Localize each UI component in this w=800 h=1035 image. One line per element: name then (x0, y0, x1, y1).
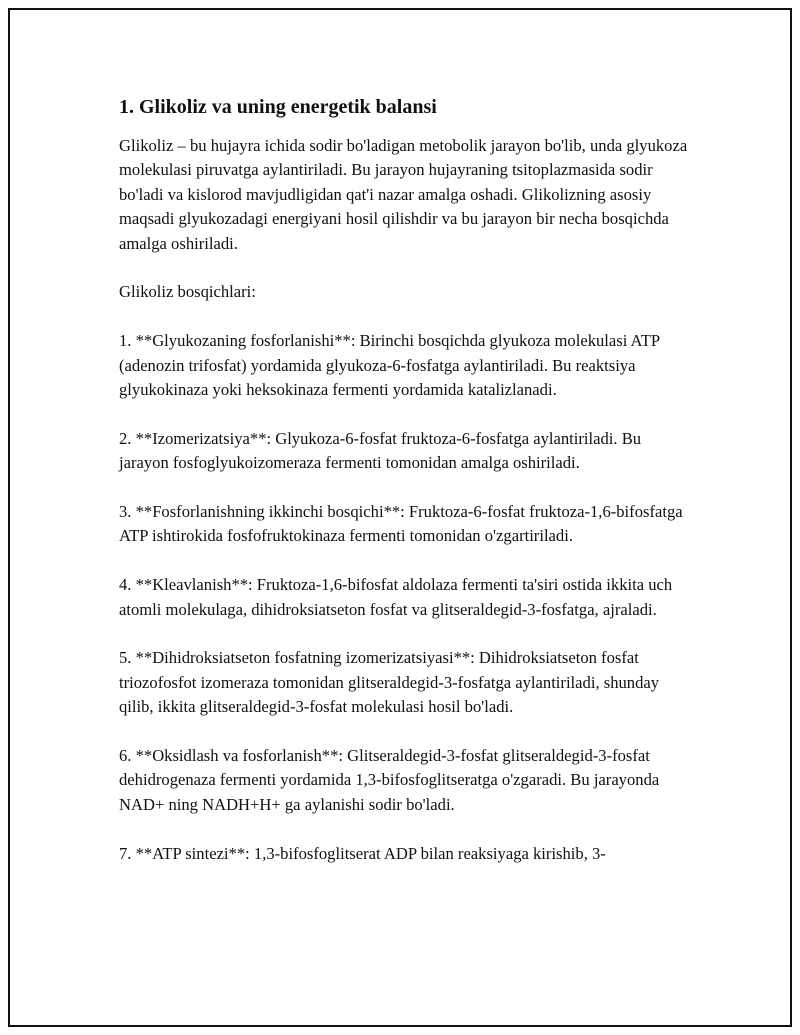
stage-1-paragraph: 1. **Glyukozaning fosforlanishi**: Birinchi bosqichda glyukoza molekulasi ATP (adenozin trifosfat) yordamida glyukoza-6-fosfatga aylantiriladi. Bu reaktsiya glyukokinaza yoki heksokinaza fermenti yordamida katalizlanadi. (119, 331, 660, 400)
stage-6-paragraph: 6. **Oksidlash va fosforlanish**: Glitseraldegid-3-fosfat glitseraldegid-3-fosfat dehidrogenaza fermenti yordamida 1,3-bifosfoglitseratga o'zgaradi. Bu jarayonda NAD+ ning NADH+H+ ga aylanishi sodir bo'ladi. (119, 746, 660, 814)
stage-5-paragraph: 5. **Dihidroksiatseton fosfatning izomerizatsiyasi**: Dihidroksiatseton fosfat triozofosfot izomeraza tomonidan glitseraldegid-3-fosfatga aylantiriladi, shunday qilib, ikkita glitseraldegid-3-fosfat molekulasi hosil bo'ladi. (119, 648, 660, 717)
stage-7-paragraph: 7. **ATP sintezi**: 1,3-bifosfoglitserat ADP bilan reaksiyaga kirishib, 3- (119, 843, 606, 863)
stage-4-paragraph: 4. **Kleavlanish**: Fruktoza-1,6-bifosfat aldolaza fermenti ta'siri ostida ikkita uch atomli molekulaga, dihidroksiatseton fosfat va glitseraldegid-3-fosfatga, ajraladi. (119, 575, 673, 619)
section-heading: 1. Glikoliz va uning energetik balansi (119, 96, 437, 118)
stages-heading-paragraph: Glikoliz bosqichlari: (119, 282, 256, 302)
stage-3-paragraph: 3. **Fosforlanishning ikkinchi bosqichi**: Fruktoza-6-fosfat fruktoza-1,6-bifosfatga ATP ishtirokida fosfofruktokinaza fermenti tomonidan o'zgartiriladi. (119, 502, 683, 546)
document-page (8, 8, 792, 1027)
document-content (119, 92, 689, 890)
intro-paragraph: Glikoliz – bu hujayra ichida sodir bo'ladigan metobolik jarayon bo'lib, unda glyukoza molekulasi piruvatga aylantiriladi. Bu jarayon hujayraning tsitoplazmasida sodir bo'ladi va kislorod mavjudligidan qat'i nazar amalga oshadi. Glikolizning asosiy maqsadi glyukozadagi energiyani hosil qilishdir va bu jarayon bir necha bosqichda amalga oshiriladi. (119, 136, 688, 253)
stage-2-paragraph: 2. **Izomerizatsiya**: Glyukoza-6-fosfat fruktoza-6-fosfatga aylantiriladi. Bu jarayon fosfoglyukoizomeraza fermenti tomonidan amalga oshiriladi. (119, 428, 642, 473)
